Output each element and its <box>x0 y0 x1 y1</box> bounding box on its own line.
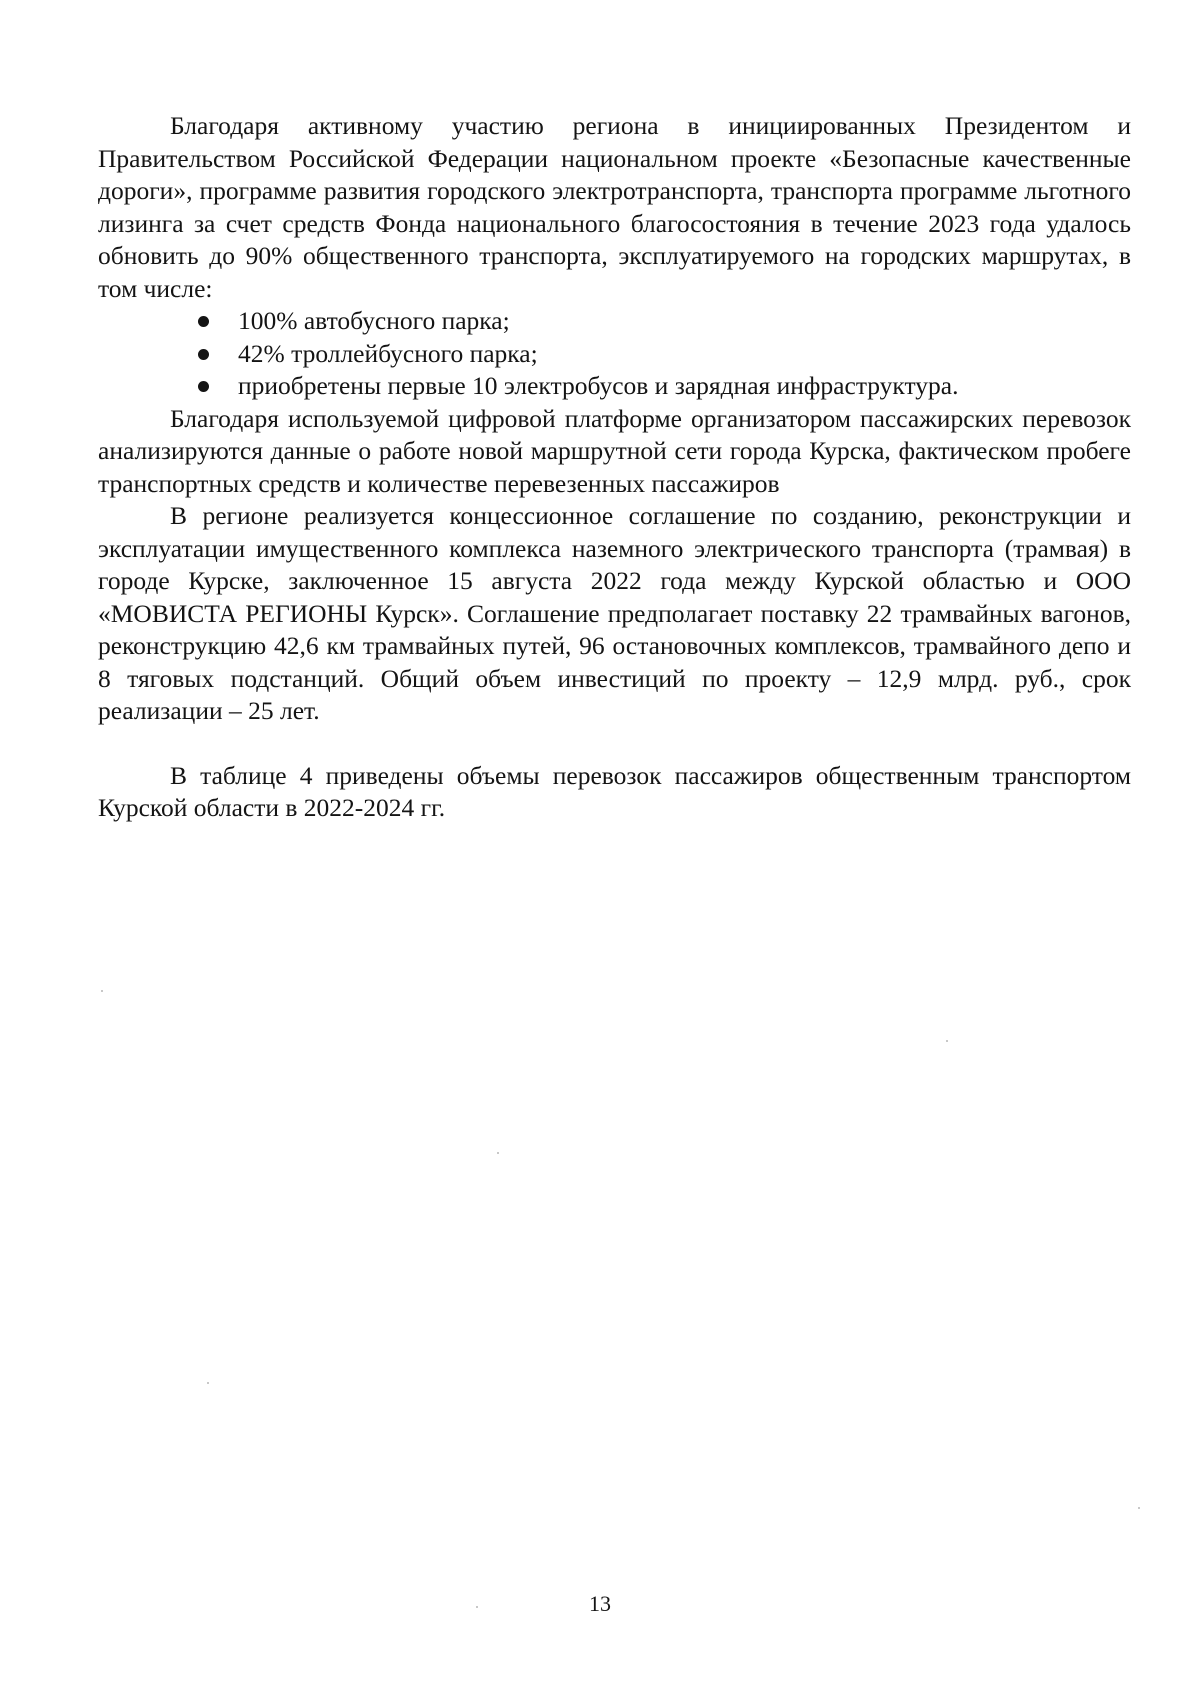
paragraph-fleet-renewal: Благодаря активному участию региона в инициированных Президентом и Правительством Российской Федерации национальном проекте «Безопасные качественные дороги», программе развития городского электротранспорта, транспорта программе льготного лизинга за счет средств Фонда национального благосостояния в течение 2023 года удалось обновить до 90% общественного транспорта, эксплуатируемого на городских маршрутах, в том числе: <box>98 111 1131 303</box>
paragraph-spacer <box>98 728 1131 760</box>
bullet-icon <box>198 381 209 392</box>
scan-speck <box>207 1382 209 1384</box>
scan-speck <box>497 1152 499 1154</box>
page-number: 13 <box>589 1591 611 1616</box>
paragraph-tram-concession: В регионе реализуется концессионное соглашение по созданию, реконструкции и эксплуатации имущественного комплекса наземного электрического транспорта (трамвая) в городе Курске, заключенное 15 августа 2022 года между Курской областью и ООО «МОВИСТА РЕГИОНЫ Курск». Соглашение предполагает поставку 22 трамвайных вагонов, реконструкцию 42,6 км трамвайных путей, 96 остановочных комплексов, трамвайного депо и 8 тяговых подстанций. Общий объем инвестиций по проекту – 12,9 млрд. руб., срок реализации – 25 лет. <box>98 501 1131 725</box>
scan-speck <box>1138 1507 1140 1509</box>
document-body <box>98 110 1131 825</box>
scan-speck <box>101 990 103 992</box>
scan-speck <box>476 1606 478 1608</box>
paragraph-digital-platform: Благодаря используемой цифровой платформе организатором пассажирских перевозок анализируются данные о работе новой маршрутной сети города Курска, фактическом пробеге транспортных средств и количестве перевезенных пассажиров <box>98 403 1131 498</box>
fleet-renewal-list <box>98 305 1131 403</box>
bullet-icon <box>198 349 209 360</box>
list-item <box>196 370 1131 403</box>
paragraph-table-reference: В таблице 4 приведены объемы перевозок пассажиров общественным транспортом Курской области в 2022-2024 гг. <box>98 760 1131 822</box>
list-item-text: приобретены первые 10 электробусов и зарядная инфраструктура. <box>238 371 959 400</box>
scan-speck <box>946 1040 948 1042</box>
bullet-icon <box>198 316 209 327</box>
list-item <box>196 305 1131 338</box>
list-item <box>196 338 1131 371</box>
list-item-text: 100% автобусного парка; <box>238 306 510 335</box>
list-item-text: 42% троллейбусного парка; <box>238 338 538 368</box>
